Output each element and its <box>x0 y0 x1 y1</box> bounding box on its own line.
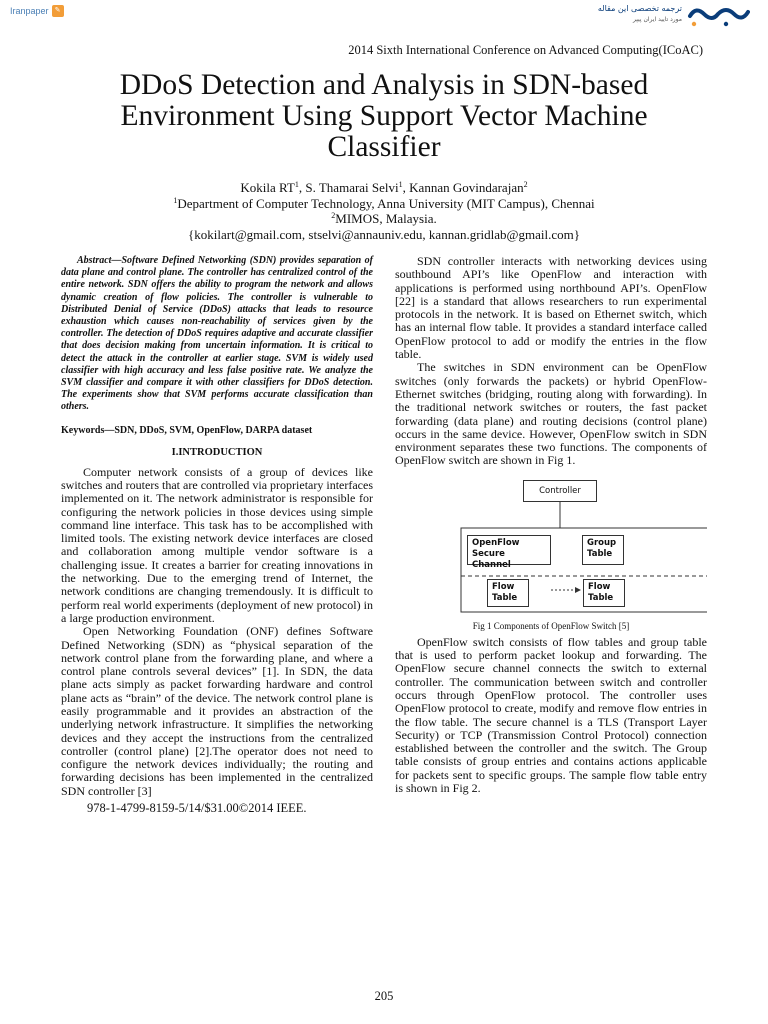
author-sup: 1 <box>294 180 299 189</box>
translation-logo-line1: ترجمه تخصصی این مقاله <box>597 4 682 13</box>
flow-table-box <box>583 579 625 607</box>
author-sup: 1 <box>398 180 403 189</box>
page-number: 205 <box>374 989 394 1003</box>
flow-table-label: Flow <box>492 581 515 592</box>
author-name: , Kannan Govindarajan <box>402 180 524 195</box>
flow-table-box <box>487 579 529 607</box>
figure-caption: Fig 1 Components of OpenFlow Switch [5] <box>472 620 630 631</box>
paragraph: OpenFlow switch consists of flow tables and group table that is used to perform packet lookup and forwarding. The OpenFlow secure channel connects the switch to external controller. The communication between switch and controller occurs through OpenFlow protocol. The controller uses OpenFlow protocol to create, modify and remove flow entries in the flow table. The secure channel is a TLS (Transport Layer Security) or TCP (Transmission Control Protocol) connection established between the controller and the switch. The Group table consists of group entries and contains actions applicable for packets sent to specific groups. The sample flow table entry is shown in Fig 2. <box>395 634 707 796</box>
paper-title <box>60 70 708 163</box>
flow-table-label: Table <box>588 592 614 603</box>
affiliation-sup: 2 <box>331 211 336 220</box>
figure-openflow-switch <box>395 480 707 631</box>
affiliation-1 <box>60 196 708 212</box>
affiliation-sup: 1 <box>173 195 178 205</box>
author-names <box>60 180 708 196</box>
section-heading: I.INTRODUCTION <box>171 446 263 458</box>
secure-channel-label: Secure Channel <box>472 548 511 570</box>
translation-logo <box>597 2 750 28</box>
author-block <box>60 180 708 242</box>
translation-logo-line2: مورد تایید ایران پیپر <box>632 16 682 23</box>
secure-channel-box <box>467 535 551 570</box>
paragraph: Computer network consists of a group of devices like switches and routers that are controlled via proprietary interfaces implemented on it. The network administrator is responsible for configuring the network policies in those devices using simple command line interface. This task has to be accomplished with limited tools. The existing network device interfaces are closed and collaboration among multiple vendor software is a challenging issue. It creates a barrier for creating innovations in the networking. Due to the emerging trend of Internet, the network conditions are changing tremendously. It is difficult to perform real world experiments (deployment of new protocol) in a large production environment. <box>61 464 373 625</box>
affiliation-2 <box>60 211 708 227</box>
group-table-box <box>582 535 624 565</box>
author-name: , S. Thamarai Selvi <box>298 180 399 195</box>
isbn-footer: 978-1-4799-8159-5/14/$31.00©2014 IEEE. <box>87 801 307 816</box>
title-line: DDoS Detection and Analysis in SDN-based <box>119 69 649 101</box>
secure-channel-label: OpenFlow <box>472 537 520 548</box>
right-column <box>395 255 707 795</box>
translation-logo-icon <box>686 2 750 28</box>
paragraph: Open Networking Foundation (ONF) defines Software Defined Networking (SDN) as “physical separation of the network control plane from the forwarding plane, and where a control plane controls several devices” [1]. In SDN, the data plane acts simply as packet forwarding hardware and control plane acts as “brain” of the device. The network control plane is easily programmable and it provides an abstraction of the underlying network infrastructure. It simplifies the networking devices and they accept the instructions from the centralized controller (control plane) [2].The operator does not need to configure the network devices individually; the routing and forwarding decisions has been implemented in the centralized SDN controller [3] <box>61 624 373 798</box>
paragraph: The switches in SDN environment can be OpenFlow switches (only forwards the packets) or hybrid OpenFlow-Ethernet switches (bridging, routing along with forwarding). In the traditional network switches or routers, the fast packet forwarding (data plane) and routing decisions (control plane) occurs in the same device. However, OpenFlow switch in SDN environment separates these two functions. The components of OpenFlow switch are shown in Fig 1. <box>395 360 707 468</box>
paragraph: SDN controller interacts with networking devices using southbound API’s like OpenFlow and interaction with applications is performed using northbound API’s. OpenFlow [22] is a standard that allows researchers to run experimental protocols in the network. It is based on Ethernet switch, which has an internal flow table. It provides a standard interface called OpenFlow protocol to add or modify the entries in the flow table. <box>395 254 707 362</box>
group-table-label: Table <box>587 548 613 559</box>
title-line: Classifier <box>327 131 441 163</box>
title-line: Environment Using Support Vector Machine <box>120 100 648 132</box>
arrow-head <box>575 587 581 593</box>
flow-table-label: Table <box>492 592 518 603</box>
affiliation-text: Department of Computer Technology, Anna University (MIT Campus), Chennai <box>177 195 595 211</box>
iranpaper-logo-icon: ✎ <box>52 5 64 17</box>
group-table-label: Group <box>587 537 617 548</box>
author-emails: {kokilart@gmail.com, stselvi@annauniv.edu, kannan.gridlab@gmail.com} <box>188 226 580 242</box>
flow-table-label: Flow <box>588 581 611 592</box>
controller-label: Controller <box>539 485 581 496</box>
iranpaper-logo-text: Iranpaper <box>10 6 49 16</box>
author-sup: 2 <box>523 180 528 189</box>
iranpaper-logo <box>10 3 64 19</box>
conference-header: 2014 Sixth International Conference on Advanced Computing(ICoAC) <box>348 43 703 57</box>
abstract: Abstract—Software Defined Networking (SDN) provides separation of data plane and control plane. The controller has centralized control of the entire network. SDN offers the ability to program the network and allows dynamic creation of flow policies. The controller is vulnerable to Distributed Denial of Service (DDoS) attacks that leads to resource exhaustion which causes non-reachability of services given by the controller. The detection of DDoS requires adaptive and accurate classifier that does decision making from uncertain information. It is critical to detect the attack in the controller at earlier stage. SVM is widely used classifier with high accuracy and less false positive rate. We analyze the SVM classifier and compare it with other classifiers for DDoS detection. The experiments show that SVM performs accurate classification than others. <box>61 255 373 413</box>
left-column <box>61 255 373 816</box>
affiliation-text: MIMOS, Malaysia. <box>335 211 437 226</box>
author-name: Kokila RT <box>240 180 295 195</box>
controller-box <box>523 480 597 502</box>
keywords: Keywords—SDN, DDoS, SVM, OpenFlow, DARPA dataset <box>61 424 313 436</box>
